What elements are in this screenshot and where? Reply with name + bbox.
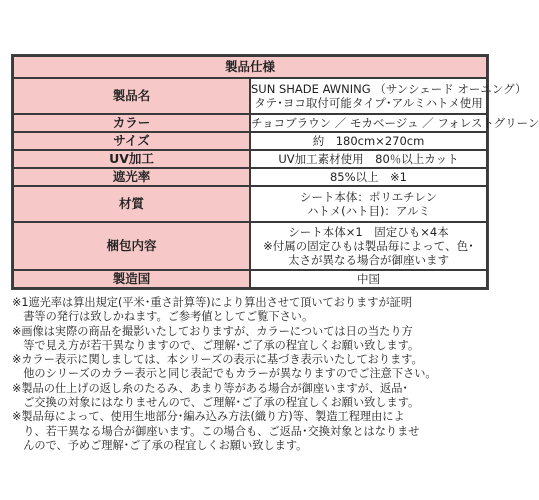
spec-row-material	[13, 186, 487, 222]
spec-value-origin	[250, 270, 487, 288]
spec-label-color: カラー	[13, 114, 250, 132]
spec-value-line: 太さが異なる場合が御座います	[288, 253, 449, 267]
spec-row-origin	[13, 270, 487, 288]
spec-label-package: 梱包内容	[13, 222, 250, 270]
note-line: り、若干異なる場合が御座います。この場合も、ご返品･交換対象とはなりませ	[12, 424, 420, 438]
spec-label-shading: 遮光率	[13, 168, 250, 186]
note-line: ご交換の対象にはなりませんので、ご理解･ご了承の程宜しくお願い致します。	[12, 396, 420, 410]
spec-row-shading	[13, 168, 487, 186]
spec-label-origin: 製造国	[13, 270, 250, 288]
spec-title-row	[13, 56, 487, 78]
spec-row-package	[13, 222, 487, 270]
spec-value-line: ※付属の固定ひもは製品毎によって、色･	[263, 239, 474, 253]
note-line: ※製品の仕上げの返し糸のたるみ、あまり等がある場合が御座いますが、返品･	[12, 381, 409, 395]
spec-value-line: タテ･ヨコ取付可能タイプ･アルミハトメ使用	[254, 96, 483, 110]
spec-row-product-name	[13, 78, 487, 114]
spec-value-line: 約 180cm×270cm	[312, 134, 425, 148]
spec-value-line: チョコブラウン ／ モカベージュ ／ フォレストグリーン	[251, 116, 539, 130]
spec-label-product-name: 製品名	[13, 78, 250, 114]
note-line: ※1遮光率は算出規定(平米･重さ計算等)により算出させて頂いておりますが証明	[12, 296, 413, 309]
note-line: んので、予めご理解･ご了承の程宜しくお願い致します。	[12, 438, 308, 452]
note-line: 書等の発行は致しかねます。ご参考値としてご覧下さい。	[12, 310, 314, 324]
spec-value-line: 85%以上 ※1	[329, 170, 407, 184]
note-line: ※画像は実際の商品を撮影いたしておりますが、カラーについては日の当たり方	[12, 324, 413, 338]
spec-value-material	[250, 186, 487, 222]
spec-value-package	[250, 222, 487, 270]
spec-label-material: 材質	[13, 186, 250, 222]
spec-value-line: シート本体：ポリエチレン	[299, 190, 438, 204]
spec-value-uv	[250, 150, 487, 168]
spec-label-size: サイズ	[13, 132, 250, 150]
spec-row-uv	[13, 150, 487, 168]
spec-value-line: 中国	[357, 272, 380, 286]
spec-value-color	[250, 114, 539, 132]
spec-row-size	[13, 132, 487, 150]
note-line: ※製品毎によって、使用生地部分･編み込み方法(織り方)等、製造工程理由によ	[12, 410, 405, 424]
spec-value-product-name	[250, 78, 527, 114]
spec-title: 製品仕様	[13, 56, 487, 78]
note-line: ※カラー表示に関しましては、本シリーズの表示に基づき表示いたしております。	[12, 353, 423, 367]
spec-value-line: シート本体×1 固定ひも×4本	[288, 225, 449, 239]
spec-table	[12, 55, 539, 289]
spec-value-line: UV加工素材使用 80％以上カット	[278, 152, 459, 166]
spec-label-uv: UV加工	[13, 150, 250, 168]
spec-value-line: ハトメ(ハト目)：アルミ	[307, 204, 430, 218]
spec-row-color	[13, 114, 487, 132]
note-line: 等で見え方が若干異なりますので、ご理解･ご了承の程宜しくお願い致します。	[12, 338, 420, 352]
notes-block	[12, 296, 492, 453]
spec-value-line: SUN SHADE AWNING （サンシェード オーニング）	[251, 82, 527, 96]
spec-value-size	[250, 132, 487, 150]
note-line: 他のシリーズのカラー表示と同じ表記でもカラーが異なりますのでご注意下さい。	[12, 367, 437, 381]
spec-value-shading	[250, 168, 487, 186]
